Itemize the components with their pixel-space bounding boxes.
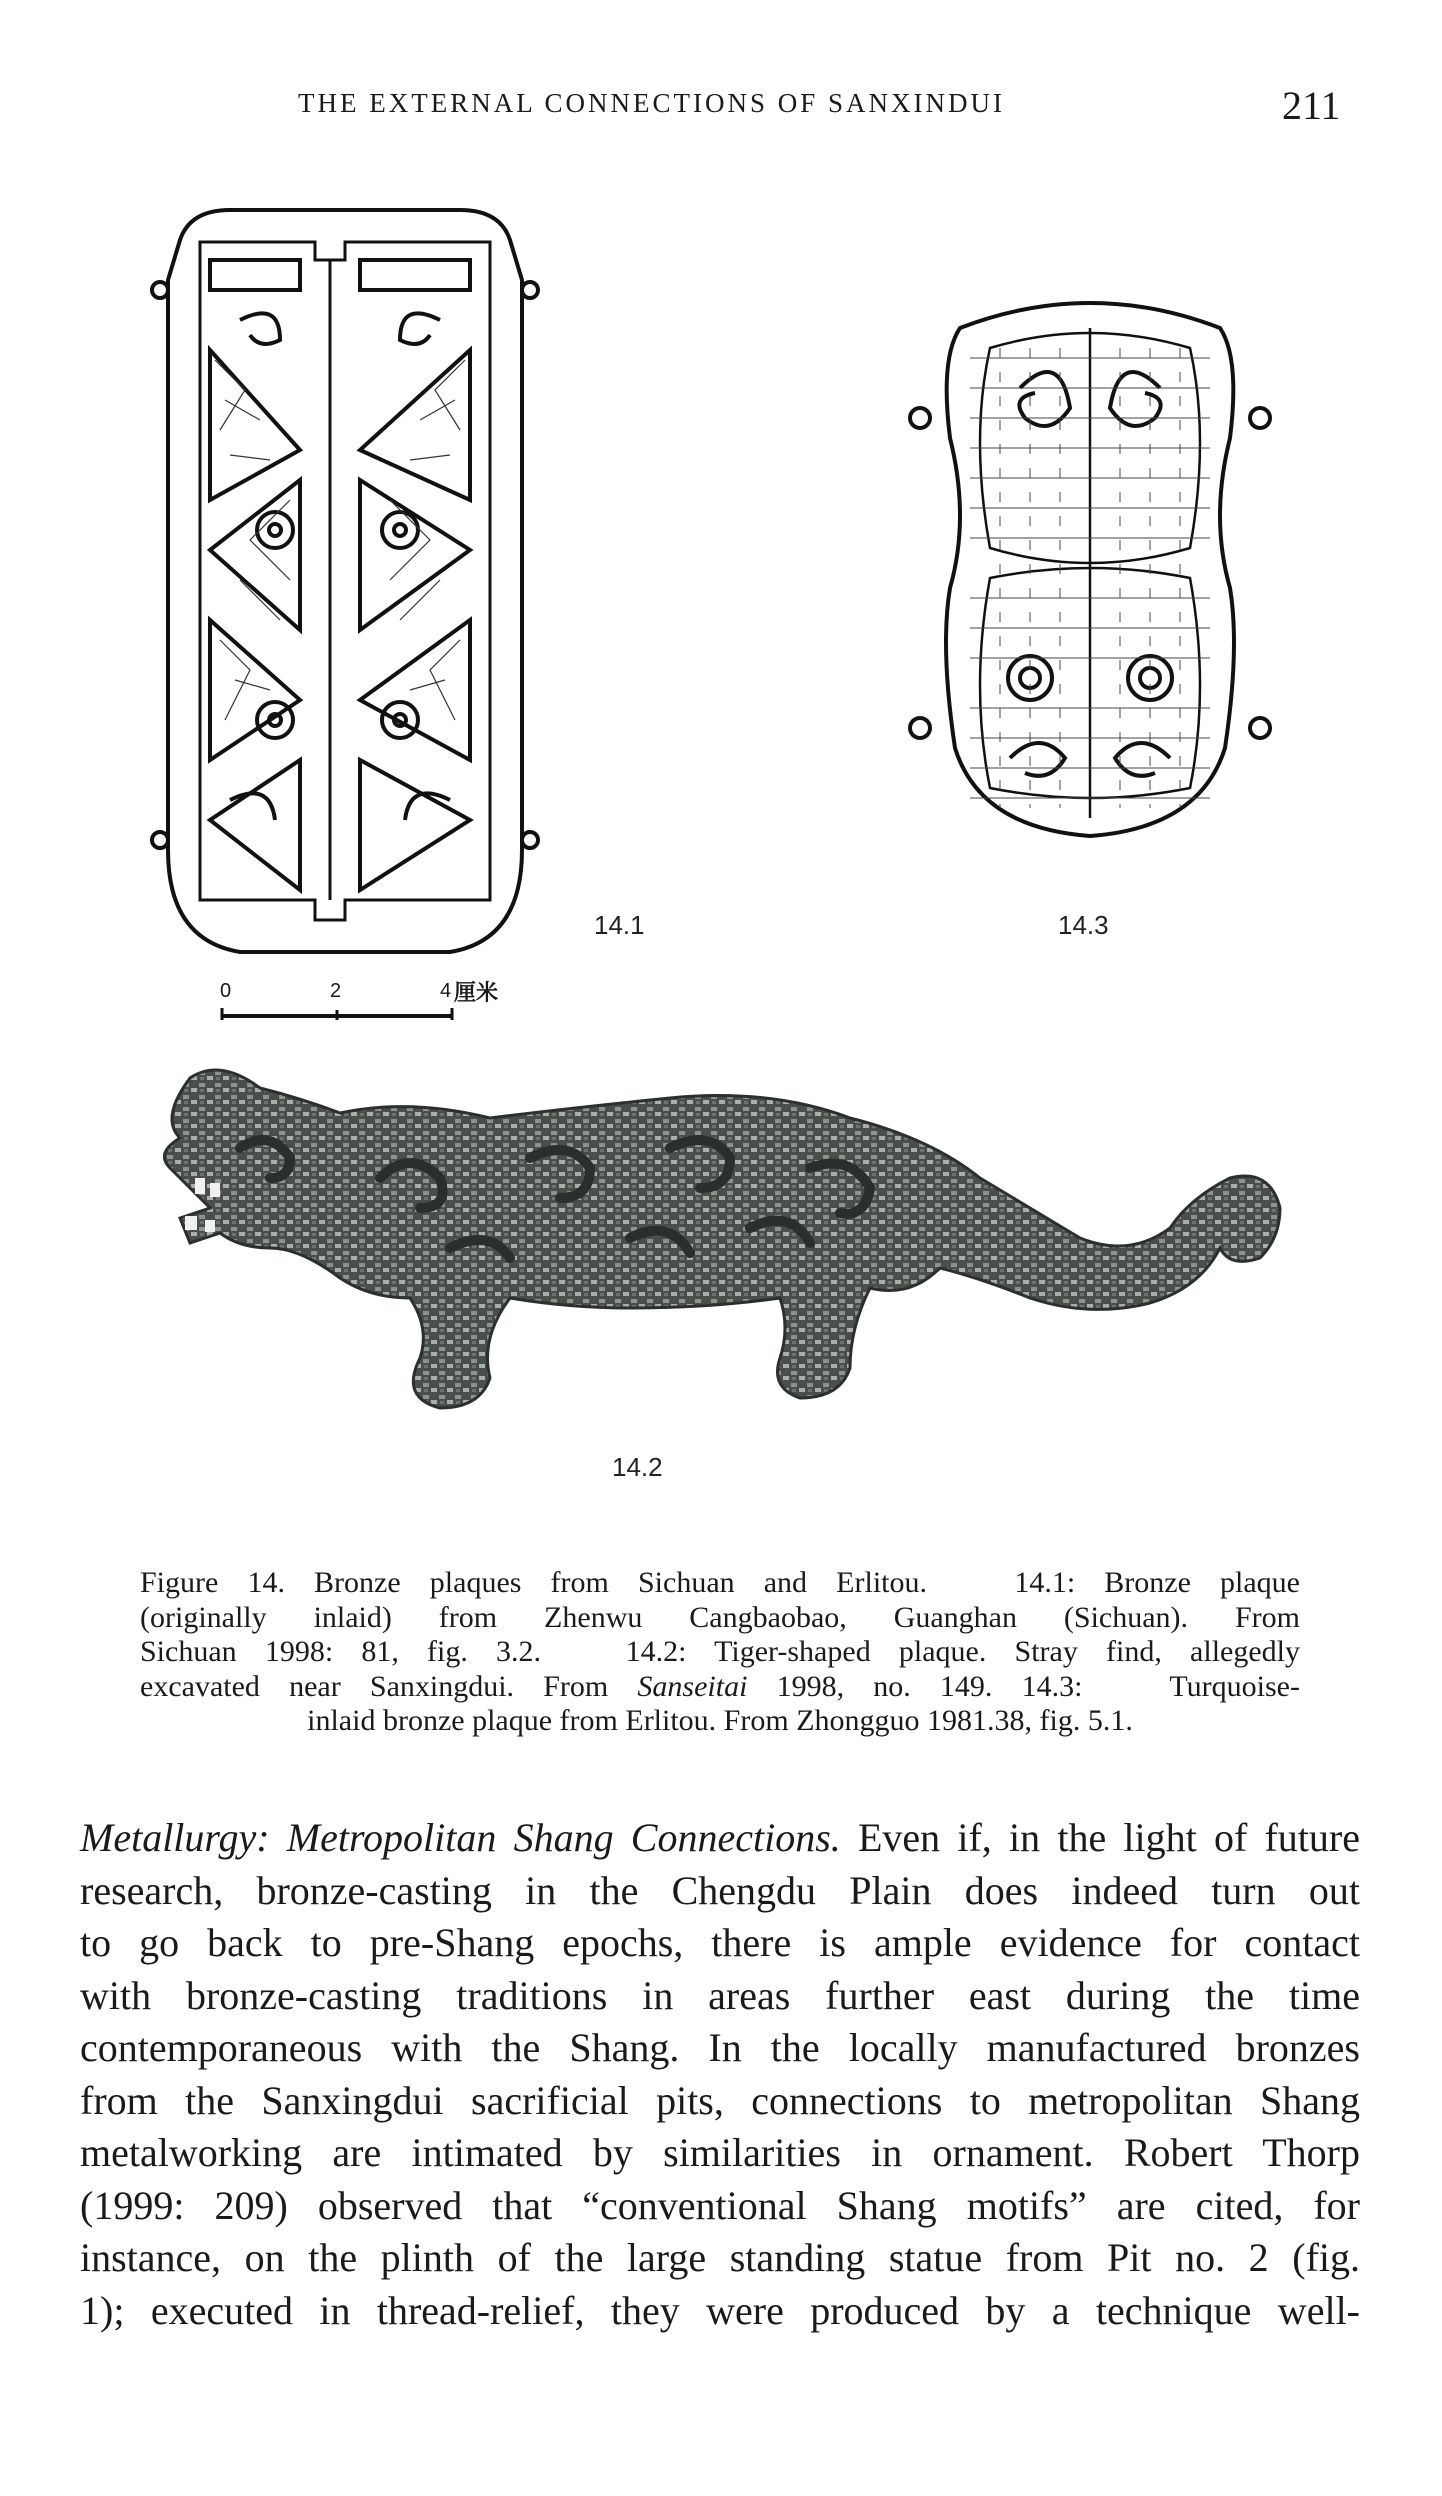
figure-14-3-label: 14.3 [1058, 910, 1109, 940]
body-line-10: 1); executed in thread-relief, they were produced by a technique well- [80, 2287, 1360, 2333]
caption-line-4-post: 1998, no. 149. 14.3: Turquoise- [747, 1669, 1300, 1703]
body-line-2: research, bronze-casting in the Chengdu Plain does indeed turn out [80, 1867, 1360, 1913]
caption-line-4 [140, 1670, 1300, 1705]
caption-line-2: (originally inlaid) from Zhenwu Cangbaobao, Guanghan (Sichuan). From [140, 1600, 1300, 1634]
body-paragraph [80, 1812, 1360, 2337]
caption-line-3: Sichuan 1998: 81, fig. 3.2. 14.2: Tiger-shaped plaque. Stray find, allegedly [140, 1635, 1300, 1668]
body-line-1 [80, 1812, 1360, 1865]
body-line-9: instance, on the plinth of the large standing statue from Pit no. 2 (fig. [80, 2235, 1360, 2280]
body-line-6: from the Sanxingdui sacrificial pits, connections to metropolitan Shang [80, 2077, 1360, 2123]
scale-line [220, 1006, 460, 1026]
scale-tick-4: 4 [440, 980, 452, 1002]
scale-tick-2: 2 [330, 980, 342, 1002]
body-line-7: metalworking are intimated by similarities in ornament. Robert Thorp [80, 2130, 1360, 2175]
caption-sanseitai-title: Sanseitai [637, 1669, 748, 1703]
figure-14-2-tiger-plaque-photo [150, 1058, 1300, 1428]
caption-line-4-pre: excavated near Sanxingdui. From [140, 1669, 638, 1703]
caption-line-5: inlaid bronze plaque from Erlitou. From Zhongguo 1981.38, fig. 5.1. [307, 1704, 1133, 1737]
section-heading: Metallurgy: Metropolitan Shang Connections. [80, 1815, 841, 1860]
scale-bar [214, 980, 554, 1030]
figure-14-1-plaque-drawing [150, 200, 540, 960]
body-line-8: (1999: 209) observed that “conventional Shang motifs” are cited, for [80, 2182, 1360, 2228]
figure-14-1-label: 14.1 [594, 910, 645, 940]
body-line-5: contemporaneous with the Shang. In the locally manufactured bronzes [80, 2025, 1360, 2070]
figure-14-2-label: 14.2 [612, 1452, 663, 1482]
running-head [0, 82, 1442, 128]
body-line-3: to go back to pre-Shang epochs, there is ample evidence for contact [80, 1920, 1360, 1965]
running-title: THE EXTERNAL CONNECTIONS OF SANXINDUI [298, 88, 1005, 118]
figure-caption [140, 1566, 1300, 1739]
body-line-4: with bronze-casting traditions in areas further east during the time [80, 1972, 1360, 2018]
caption-line-1: Figure 14. Bronze plaques from Sichuan and Erlitou. 14.1: Bronze plaque [140, 1566, 1300, 1599]
page-number: 211 [1282, 83, 1341, 128]
scale-tick-0: 0 [220, 980, 232, 1002]
figure-14-3-plaque-drawing [900, 288, 1280, 848]
scale-unit: 厘米 [454, 981, 499, 1006]
body-line-1-rest: Even if, in the light of future [840, 1815, 1360, 1860]
